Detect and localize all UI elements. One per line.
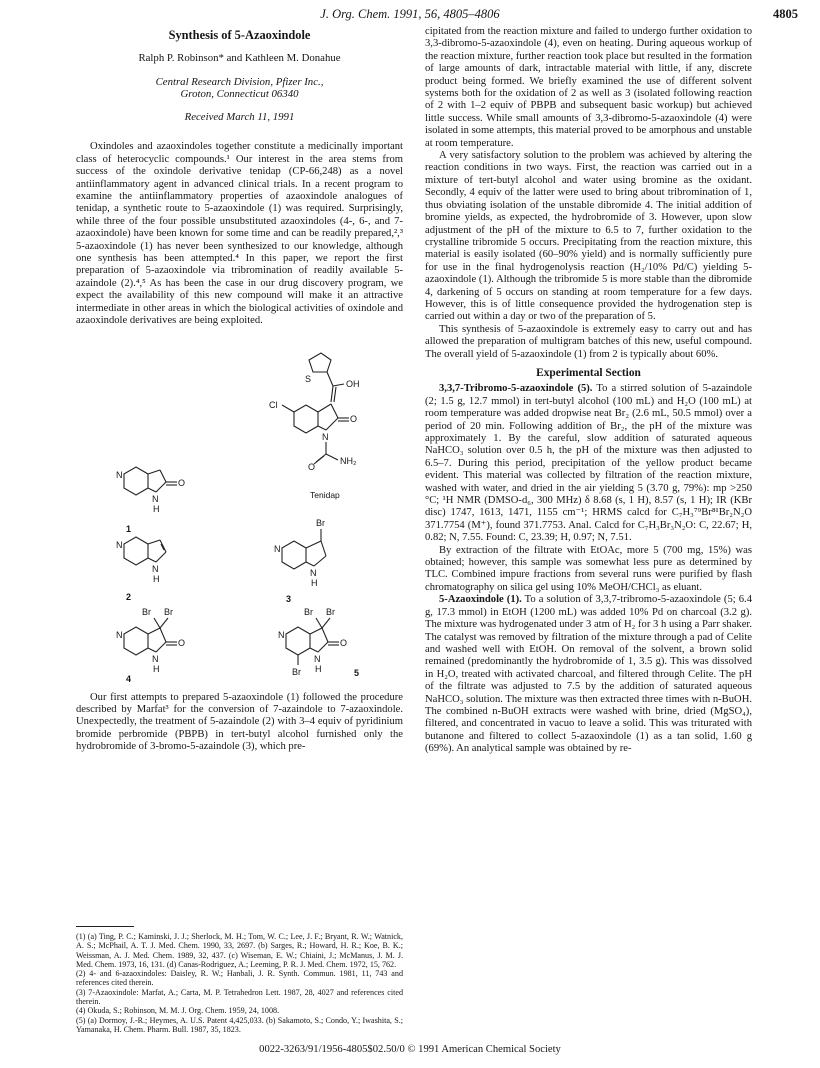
atom-h: H	[315, 663, 322, 674]
right-column	[425, 26, 752, 756]
atom-o: O	[178, 477, 186, 488]
atom-n: N	[116, 469, 123, 480]
reference-2: (2) 4- and 6-azaoxindoles: Daisley, R. W.; Hanbali, J. R. Synth. Commun. 1981, 11, 743 and references cited therein.	[76, 969, 403, 988]
compound-label-3: 3	[286, 593, 292, 604]
atom-n: N	[116, 539, 123, 550]
article-title: Synthesis of 5-Azaoxindole	[168, 28, 311, 42]
compound-4	[116, 607, 185, 684]
reference-3: (3) 7-Azaoxindole: Marfat, A.; Carta, M. P. Tetrahedron Lett. 1987, 28, 4027 and references cited therein.	[76, 987, 403, 1007]
compound-label-tenidap: Tenidap	[310, 489, 340, 500]
atom-h: H	[153, 573, 160, 584]
paragraph-solution: A very satisfactory solution to the problem was achieved by altering the reaction conditions in two ways. First, the reaction was carried out in a mixture of tert-butyl alcohol and water using bromine as the oxidant. Secondly, 4 equiv of the latter were used to bring about tribromination of 1, thus obviating isolation of the unstable dibromide 4. The initial addition of bromine yields, as expected, the hydrobromide of 3. However, upon slow adjustment of the pH of the mixture to 6.5 to 7, further oxidation to the crystalline tribromide 5 occurs. Precipitating from the reaction mixture, this material is easily isolated (60–90% yield) and is normally sufficiently pure for use in the final hydrogenolysis reaction (H₂/10% Pd/C) yielding 5-azaoxindole (1). Although the tribromide 5 is more stable than the dibromide 4, darkening of 5 occurs on standing at room temperature for a few days. However, this is of little consequence provided the hydrogenation step is carried out within a day or two of the preparation of 5.	[425, 150, 752, 323]
running-header: J. Org. Chem. 1991, 56, 4805–4806	[320, 7, 500, 21]
compound-1	[116, 467, 185, 534]
structures-svg	[76, 336, 403, 684]
compound-tenidap	[269, 353, 360, 500]
paragraph-exp-tribromo	[425, 383, 752, 544]
compound-5	[278, 607, 359, 678]
compound-3	[274, 518, 326, 604]
footnote-rule	[76, 926, 134, 927]
authors: Ralph P. Robinson* and Kathleen M. Donahue	[138, 52, 341, 65]
atom-h: H	[153, 663, 160, 674]
exp-title-azaoxindole: 5-Azaoxindole (1).	[439, 594, 522, 606]
atom-br: Br	[142, 606, 151, 617]
copyright-footer: 0022-3263/91/1956-4805$02.50/0 © 1991 American Chemical Society	[259, 1044, 561, 1055]
atom-o: O	[178, 637, 186, 648]
reference-5: (5) (a) Dormoy, J.-R.; Heymes, A. U.S. Patent 4,425,033. (b) Sakamoto, S.; Condo, Y.; Iwashita, S.; Yamanaka, H. Chem. Pharm. Bull. 1987, 35, 1823.	[76, 1015, 403, 1034]
atom-n: N	[310, 567, 317, 578]
affiliation-line-1: Central Research Division, Pfizer Inc.,	[155, 75, 324, 88]
atom-br: Br	[292, 666, 301, 677]
atom-n: N	[152, 493, 159, 504]
exp-text-azaoxindole: To a solution of 3,3,7-tribromo-5-azaoxindole (5; 6.4 g, 17.3 mmol) in EtOH (1200 mL) was added 10% Pd on charcoal (3.2 g). The mixture was hydrogenated under 3 atm of H₂ for 3 h using a Parr shaker. The catalyst was removed by filtration of the mixture through a pad of Celite and washed well with EtOH. On removal of the solvent, a brown solid remained (predominantly the hydrobromide of 1, 3.5 g). This was dissolved in H₂O, treated with activated charcoal, and filtered through Celite. The pH of the filtrate was adjusted to 7.5 by the addition of saturated aqueous NaHCO₃ solution. The mixture was then extracted three times with n-BuOH. The combined n-BuOH extracts were washed with brine, dried (MgSO₄), filtered, and concentrated in vacuo to leave a solid. This was triturated with butanone and filtered to collect 5-azaoxindole (1) as a tan solid, 1.60 g (69%). An analytical sample was obtained by re-	[425, 594, 752, 755]
atom-h: H	[311, 577, 318, 588]
atom-h: H	[153, 503, 160, 514]
page-number: 4805	[773, 7, 798, 21]
atom-n: N	[274, 543, 281, 554]
atom-n: N	[322, 431, 329, 442]
references	[76, 932, 403, 1034]
atom-br: Br	[316, 517, 325, 528]
atom-n: N	[314, 653, 321, 664]
atom-n: N	[152, 653, 159, 664]
compound-label-1: 1	[126, 523, 132, 534]
received-date: Received March 11, 1991	[184, 111, 295, 123]
paragraph-first-attempts: Our first attempts to prepared 5-azaoxindole (1) followed the procedure described by Marfat³ for the conversion of 7-azaindole to 7-azaoxindole. Unexpectedly, the treatment of 5-azaindole (2) with 3–4 equiv of pyridinium bromide perbromide (PBPB) in tert-butyl alcohol furnished only the hydrobromide of 3-bromo-5-azaindole (3), which pre-	[76, 691, 403, 753]
affiliation-line-2: Groton, Connecticut 06340	[180, 88, 299, 101]
atom-br: Br	[326, 606, 335, 617]
atom-cl: Cl	[269, 399, 278, 410]
left-column	[76, 26, 403, 754]
atom-nh2: NH₂	[340, 455, 357, 466]
exp-title-tribromo: 3,3,7-Tribromo-5-azaoxindole (5).	[439, 383, 593, 395]
compound-label-4: 4	[126, 673, 132, 684]
reference-1: (1) (a) Ting, P. C.; Kaminski, J. J.; Sherlock, M. H.; Tom, W. C.; Lee, J. F.; Bryant, R. W.; Watnick, A. S.; McPhail, A. T. J. Med. Chem. 1990, 33, 2697. (b) Sarges, R.; Howard, H. R.; Koe, B. K.; Weissman, A. J. Med. Chem. 1989, 32, 437. (c) Wiseman, E. W.; Chiaini, J.; McManus, J. M. J. Med. Chem. 1973, 16, 131. (d) Canas-Rodriguez, A.; Leeming, P. R. J. Med. Chem. 1972, 15, 762.	[76, 932, 403, 969]
paragraph-exp-extraction: By extraction of the filtrate with EtOAc, more 5 (700 mg, 15%) was obtained; however, this sample was somewhat less pure as determined by TLC. Combined impure fractions from several runs were purified by flash chromatography on silica gel using 10% MeOH/CHCl₃ as eluant.	[425, 544, 752, 593]
paragraph-summary: This synthesis of 5-azaoxindole is extremely easy to carry out and has allowed the preparation of multigram batches of this new, useful compound. The overall yield of 5-azaoxindole (1) from 2 is typically about 60%.	[425, 323, 752, 360]
compound-label-2: 2	[126, 591, 132, 602]
reference-4: (4) Okuda, S.; Robinson, M. M. J. Org. Chem. 1959, 24, 1008.	[76, 1006, 280, 1016]
paragraph-continued: cipitated from the reaction mixture and failed to undergo further oxidation to 3,3-dibromo-5-azaoxindole (4), even on heating. During aqueous workup of the reaction mixture, further reaction took place but resulted in the formation of large amounts of dark, intractable material with little, if any, discrete product being formed. We briefly examined the use of different solvent systems both for the oxidation of 2 as well as 3 (isolated following reaction of 2 with 1–2 equiv of PBPB and subsequent basic workup) but achieved little success. While small amounts of 3,3-dibromo-5-azaoxindole (4) were isolated in some attempts, this material proved to be amorphous and unstable at room temperature.	[425, 26, 752, 149]
atom-o: O	[340, 637, 348, 648]
atom-br: Br	[304, 606, 313, 617]
affiliation	[76, 76, 403, 101]
atom-br: Br	[164, 606, 173, 617]
exp-text-tribromo: To a stirred solution of 5-azaindole (2; 1.5 g, 12.7 mmol) in tert-butyl alcohol (100 mL) and H₂O (100 mL) at room temperature was added dropwise neat Br₂ (2.6 mL, 50.5 mmol) over a period of 20 min. Following addition of Br₂, the pH of the mixture was approximately 1. By the careful, slow addition of saturated aqueous NaHCO₃ solution over 0.5 h, the pH of the mixture was then adjusted to 6.5–7. During this period, precipitation of the yellow product became evident. This material was collected by filtration of the reaction mixture, washed with water, and dried in the air yielding 5 (3.70 g, 79%): mp >250 °C; ¹H NMR (DMSO-d₆, 300 MHz) δ 8.68 (s, 1 H), 8.57 (s, 1 H); IR (KBr disc) 1747, 1613, 1471, 1155 cm⁻¹; HRMS calcd for C₇H₃⁷⁹Br⁸¹Br₂N₂O 371.7754 (M⁺), found 371.7753. Anal. Calcd for C₇H₃Br₃N₂O: C, 22.67; H, 0.82; N, 7.55. Found: C, 23.39; H, 0.97; N, 7.51.	[425, 383, 752, 544]
atom-o: O	[350, 413, 358, 424]
paragraph-intro: Oxindoles and azaoxindoles together constitute a medicinally important class of heterocyclic compounds.¹ Our interest in the area stems from success of the oxindole derivative tenidap (CP-66,248) as a novel antiinflammatory agent in advanced clinical trials. In a recent program to examine the antiinflammatory properties of azaoxindole analogues of tenidap, a synthetic route to 5-azaoxindole (1) was required. Surprisingly, while three of the four possible unsubstituted azaoxindoles (4-, 6-, and 7-azaoxindole) have been known for some time and can be readily prepared,²,³ 5-azaoxindole (1) has never been synthesized to our knowledge, although one synthesis has been attempted.⁴ In this paper, we report the first preparation of 5-azaoxindole via tribromination of readily available 5-azaindole (2).⁴,⁵ As has been the case in our drug discovery program, we expect the availability of this new compound will make it an attractive intermediate in other areas in which the biological activities of oxindole and azaoxindole derivatives are being exploited.	[76, 141, 403, 327]
section-heading-experimental: Experimental Section	[536, 366, 641, 379]
compound-label-5: 5	[354, 667, 360, 678]
atom-s: S	[305, 373, 312, 384]
structure-scheme	[76, 336, 403, 684]
atom-n: N	[116, 629, 123, 640]
compound-2	[116, 537, 166, 602]
paragraph-exp-azaoxindole	[425, 594, 752, 755]
atom-oh: OH	[346, 378, 360, 389]
atom-n: N	[152, 563, 159, 574]
atom-n: N	[278, 629, 285, 640]
atom-o: O	[308, 461, 316, 472]
